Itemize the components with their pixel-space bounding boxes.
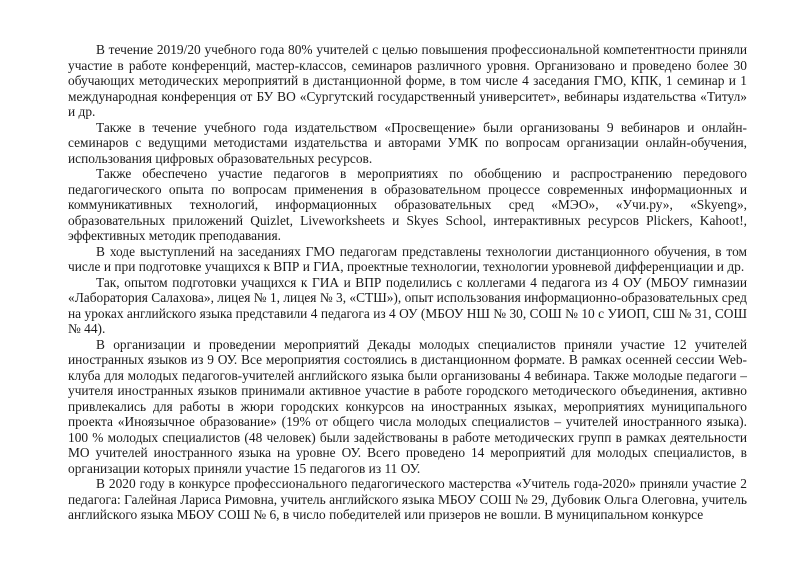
paragraph-gmo-meetings: В ходе выступлений на заседаниях ГМО педагогам представлены технологии дистанционного обучения, в том числе и при подготовке учащихся к ВПР и ГИА, проектные технологии, технологии уровневой дифференциации и др. [68, 243, 747, 274]
paragraph-conferences: В течение 2019/20 учебного года 80% учителей с целью повышения профессиональной компетентности приняли участие в работе конференций, мастер-классов, семинаров различного уровня. Организовано и проведено более 30 обучающих методических мероприятий в дистанционной форме, в том числе 4 заседания ГМО, КПК, 1 семинар и 1 международная конференция от БУ ВО «Сургутский государственный университет», вебинары издательства «Титул» и др. [68, 42, 747, 119]
paragraph-gia-vpr-preparation: Так, опытом подготовки учащихся к ГИА и ВПР поделились с коллегами 4 педагога из 4 ОУ (МБОУ гимназии «Лаборатория Салахова», лицея № 1, лицея № 3, «СТШ»), опыт использования информационно-образовательных сред на уроках английского языка представили 4 педагога из 4 ОУ (МБОУ НШ № 30, СОШ № 10 с УИОП, СШ № 31, СОШ № 44). [68, 274, 747, 336]
paragraph-webinars: Также в течение учебного года издательством «Просвещение» были организованы 9 вебинаров и онлайн-семинаров с ведущими методистами издательства и авторами УМК по вопросам организации онлайн-обучения, использования цифровых образовательных ресурсов. [68, 119, 747, 166]
paragraph-teacher-of-year: В 2020 году в конкурсе профессионального педагогического мастерства «Учитель года-2020» приняли участие 2 педагога: Галейная Лариса Римовна, учитель английского языка МБОУ СОШ № 29, Дубовик Ольга Олеговна, учитель английского языка МБОУ СОШ № 6, в число победителей или призеров не вошли. В муниципальном конкурсе [68, 476, 747, 522]
paragraph-young-specialists: В организации и проведении мероприятий Декады молодых специалистов приняли участие 12 учителей иностранных языков из 9 ОУ. Все мероприятия состоялись в дистанционном формате. В рамках осенней сессии Web-клуба для молодых педагогов-учителей английского языка были организованы 4 вебинара. Также молодые педагоги – учителя иностранных языков принимали активное участие в работе городского методического объединения, активно привлекались для работы в жюри городских конкурсов на иностранных языках, мероприятиях муниципального проекта «Иноязычное образование» (19% от общего числа молодых специалистов – учителей иностранного языка). 100 % молодых специалистов (48 человек) были задействованы в работе методических групп в рамках деятельности МО учителей иностранного языка на уровне ОУ. Всего проведено 14 мероприятий для молодых специалистов, в организации которых приняли участие 15 педагогов из 11 ОУ. [68, 336, 747, 476]
paragraph-experience-sharing: Также обеспечено участие педагогов в мероприятиях по обобщению и распространению передового педагогического опыта по вопросам применения в образовательном процессе современных информационных и коммуникативных технологий, информационных образовательных сред «МЭО», «Учи.ру», «Skyeng», образовательных приложений Quizlet, Liveworksheets и Skyes School, интерактивных ресурсов Plickers, Kahoot!, эффективных методик преподавания. [68, 166, 747, 243]
document-page [68, 42, 747, 523]
